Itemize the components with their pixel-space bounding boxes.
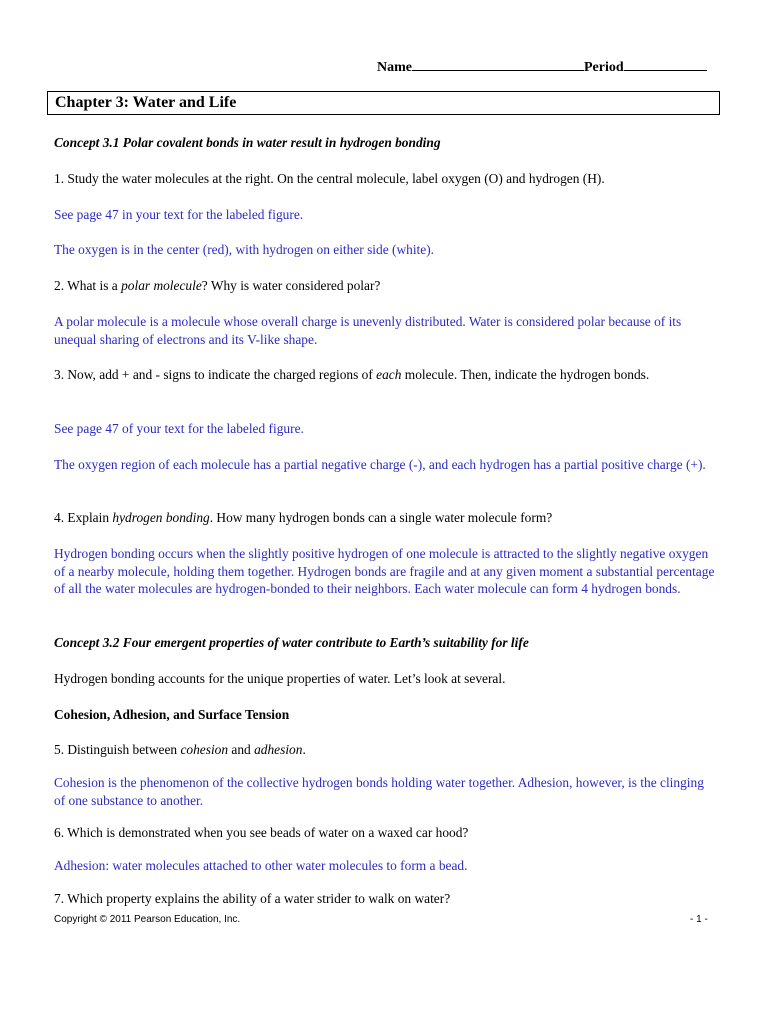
- question-7: 7. Which property explains the ability of a water strider to walk on water?: [54, 891, 451, 906]
- intro-paragraph: Hydrogen bonding accounts for the unique properties of water. Let’s look at several.: [54, 671, 506, 686]
- name-label: Name: [377, 60, 412, 75]
- question-5-term-1: cohesion: [180, 742, 229, 757]
- question-3-pre: 3. Now, add + and - signs to indicate the charged regions of: [54, 367, 377, 382]
- question-2: [54, 277, 718, 295]
- question-3-term: each: [376, 367, 402, 382]
- question-2-post: ? Why is water considered polar?: [201, 278, 381, 293]
- question-3: [54, 366, 718, 384]
- answer-3a: See page 47 of your text for the labeled figure.: [54, 421, 304, 436]
- question-5-term-2: adhesion: [254, 742, 303, 757]
- answer-2: A polar molecule is a molecule whose overall charge is unevenly distributed. Water is considered polar because of its unequal sharing of electrons and its V-like shape.: [54, 314, 682, 347]
- answer-3b: The oxygen region of each molecule has a partial negative charge (-), and each hydrogen has a partial positive charge (+).: [54, 457, 706, 472]
- question-1: 1. Study the water molecules at the right. On the central molecule, label oxygen (O) and hydrogen (H).: [54, 171, 605, 186]
- period-blank: [624, 56, 707, 71]
- question-3-post: molecule. Then, indicate the hydrogen bonds.: [401, 367, 650, 382]
- name-period-line: [377, 56, 707, 76]
- concept-3-2-heading: Concept 3.2 Four emergent properties of water contribute to Earth’s suitability for life: [54, 635, 529, 650]
- answer-1a: See page 47 in your text for the labeled figure.: [54, 207, 304, 222]
- answer-1b: The oxygen is in the center (red), with hydrogen on either side (white).: [54, 242, 435, 257]
- question-6: 6. Which is demonstrated when you see beads of water on a waxed car hood?: [54, 825, 469, 840]
- chapter-title: Chapter 3: Water and Life: [55, 94, 237, 111]
- name-blank: [412, 56, 584, 71]
- question-2-term: polar molecule: [121, 278, 202, 293]
- question-5-mid: and: [228, 742, 255, 757]
- concept-3-1-heading: Concept 3.1 Polar covalent bonds in water result in hydrogen bonding: [54, 135, 441, 150]
- question-4-pre: 4. Explain: [54, 510, 113, 525]
- question-5-post: .: [302, 742, 306, 757]
- section-subheading: Cohesion, Adhesion, and Surface Tension: [54, 707, 290, 722]
- question-4: [54, 509, 718, 527]
- answer-4: Hydrogen bonding occurs when the slightly positive hydrogen of one molecule is attracted to the slightly negative oxygen of a nearby molecule, holding them together. Hydrogen bonds are fragile and at any given moment a substantial percentage of all the water molecules are hydrogen-bonded to their neighbors. Each water molecule can form 4 hydrogen bonds.: [54, 546, 715, 596]
- question-5-pre: 5. Distinguish between: [54, 742, 181, 757]
- answer-5: Cohesion is the phenomenon of the collective hydrogen bonds holding water together. Adhesion, however, is the clinging of one substance to another.: [54, 775, 704, 808]
- question-4-post: . How many hydrogen bonds can a single water molecule form?: [209, 510, 553, 525]
- chapter-title-box: [47, 91, 720, 115]
- question-4-term: hydrogen bonding: [112, 510, 210, 525]
- question-5: [54, 741, 718, 759]
- question-2-pre: 2. What is a: [54, 278, 122, 293]
- page-number: - 1 -: [690, 914, 708, 925]
- copyright-footer: Copyright © 2011 Pearson Education, Inc.: [54, 914, 241, 925]
- period-label: Period: [584, 60, 624, 75]
- answer-6: Adhesion: water molecules attached to other water molecules to form a bead.: [54, 858, 468, 873]
